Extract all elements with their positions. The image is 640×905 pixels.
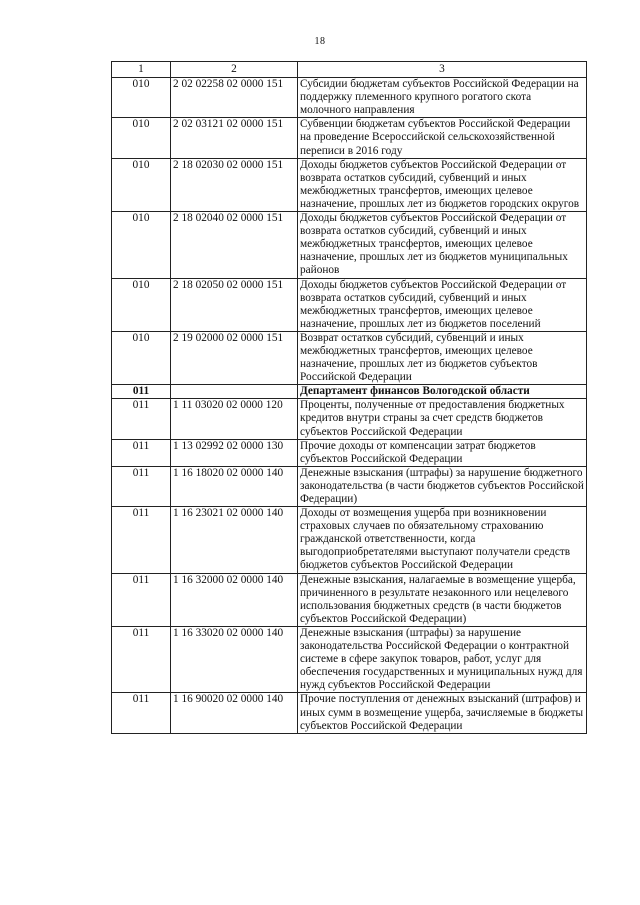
description-cell: Денежные взыскания (штрафы) за нарушение законодательства Российской Федерации о контрактной системе в сфере закупок товаров, работ, услуг для обеспечения государственных и муниципальных нужд для нужд субъектов Российской Федерации xyxy=(298,626,587,692)
admin-code-cell: 011 xyxy=(112,693,171,733)
revenue-code-cell: 2 18 02050 02 0000 151 xyxy=(171,278,298,331)
table-row xyxy=(112,331,587,384)
table-row xyxy=(112,573,587,626)
column-header: 1 xyxy=(112,62,171,78)
admin-code-cell: 010 xyxy=(112,331,171,384)
admin-code-cell: 010 xyxy=(112,118,171,158)
admin-code-cell: 011 xyxy=(112,439,171,466)
admin-code-cell: 011 xyxy=(112,573,171,626)
table-row xyxy=(112,118,587,158)
admin-code-cell: 011 xyxy=(112,466,171,506)
section-header-row xyxy=(112,385,587,399)
admin-code-cell: 010 xyxy=(112,78,171,118)
revenue-code-cell xyxy=(171,385,298,399)
admin-code-cell: 010 xyxy=(112,278,171,331)
description-cell: Субсидии бюджетам субъектов Российской Федерации на поддержку племенного крупного рогатого скота молочного направления xyxy=(298,78,587,118)
table-row xyxy=(112,399,587,439)
column-header: 2 xyxy=(171,62,298,78)
admin-code-cell: 011 xyxy=(112,626,171,692)
table-row xyxy=(112,693,587,733)
revenue-code-cell: 1 16 33020 02 0000 140 xyxy=(171,626,298,692)
column-header: 3 xyxy=(298,62,587,78)
table-row xyxy=(112,507,587,573)
description-cell: Субвенции бюджетам субъектов Российской Федерации на проведение Всероссийской сельскохозяйственной переписи в 2016 году xyxy=(298,118,587,158)
revenue-code-cell: 1 16 32000 02 0000 140 xyxy=(171,573,298,626)
table-row xyxy=(112,158,587,211)
description-cell: Доходы от возмещения ущерба при возникновении страховых случаев по обязательному страхованию гражданской ответственности, когда выгодоприобретателями выступают получатели средств бюджетов субъектов Российской Федерации xyxy=(298,507,587,573)
description-cell: Прочие доходы от компенсации затрат бюджетов субъектов Российской Федерации xyxy=(298,439,587,466)
revenue-code-cell: 2 18 02040 02 0000 151 xyxy=(171,212,298,278)
admin-code-cell: 010 xyxy=(112,158,171,211)
revenue-code-cell: 2 02 03121 02 0000 151 xyxy=(171,118,298,158)
revenue-code-cell: 2 02 02258 02 0000 151 xyxy=(171,78,298,118)
table-row xyxy=(112,212,587,278)
table-header-row xyxy=(112,62,587,78)
revenue-code-cell: 1 16 90020 02 0000 140 xyxy=(171,693,298,733)
description-cell: Возврат остатков субсидий, субвенций и иных межбюджетных трансфертов, имеющих целевое назначение, прошлых лет из бюджетов субъектов Российской Федерации xyxy=(298,331,587,384)
description-cell: Доходы бюджетов субъектов Российской Федерации от возврата остатков субсидий, субвенций и иных межбюджетных трансфертов, имеющих целевое назначение, прошлых лет из бюджетов городских округов xyxy=(298,158,587,211)
page-number: 18 xyxy=(314,36,326,47)
revenue-code-cell: 2 18 02030 02 0000 151 xyxy=(171,158,298,211)
description-cell: Департамент финансов Вологодской области xyxy=(298,385,587,399)
description-cell: Доходы бюджетов субъектов Российской Федерации от возврата остатков субсидий, субвенций и иных межбюджетных трансфертов, имеющих целевое назначение, прошлых лет из бюджетов муниципальных районов xyxy=(298,212,587,278)
description-cell: Прочие поступления от денежных взысканий (штрафов) и иных сумм в возмещение ущерба, зачисляемые в бюджеты субъектов Российской Федерации xyxy=(298,693,587,733)
revenue-code-cell: 1 16 23021 02 0000 140 xyxy=(171,507,298,573)
table-row xyxy=(112,78,587,118)
revenue-code-cell: 1 11 03020 02 0000 120 xyxy=(171,399,298,439)
budget-codes-table xyxy=(111,61,587,734)
revenue-code-cell: 1 16 18020 02 0000 140 xyxy=(171,466,298,506)
description-cell: Денежные взыскания, налагаемые в возмещение ущерба, причиненного в результате незаконного или нецелевого использования бюджетных средств (в части бюджетов субъектов Российской Федерации) xyxy=(298,573,587,626)
table-row xyxy=(112,466,587,506)
description-cell: Проценты, полученные от предоставления бюджетных кредитов внутри страны за счет средств бюджетов субъектов Российской Федерации xyxy=(298,399,587,439)
table-row xyxy=(112,626,587,692)
table-row xyxy=(112,278,587,331)
revenue-code-cell: 2 19 02000 02 0000 151 xyxy=(171,331,298,384)
description-cell: Доходы бюджетов субъектов Российской Федерации от возврата остатков субсидий, субвенций и иных межбюджетных трансфертов, имеющих целевое назначение, прошлых лет из бюджетов поселений xyxy=(298,278,587,331)
admin-code-cell: 011 xyxy=(112,385,171,399)
description-cell: Денежные взыскания (штрафы) за нарушение бюджетного законодательства (в части бюджетов субъектов Российской Федерации) xyxy=(298,466,587,506)
admin-code-cell: 011 xyxy=(112,507,171,573)
admin-code-cell: 010 xyxy=(112,212,171,278)
table-row xyxy=(112,439,587,466)
admin-code-cell: 011 xyxy=(112,399,171,439)
revenue-code-cell: 1 13 02992 02 0000 130 xyxy=(171,439,298,466)
